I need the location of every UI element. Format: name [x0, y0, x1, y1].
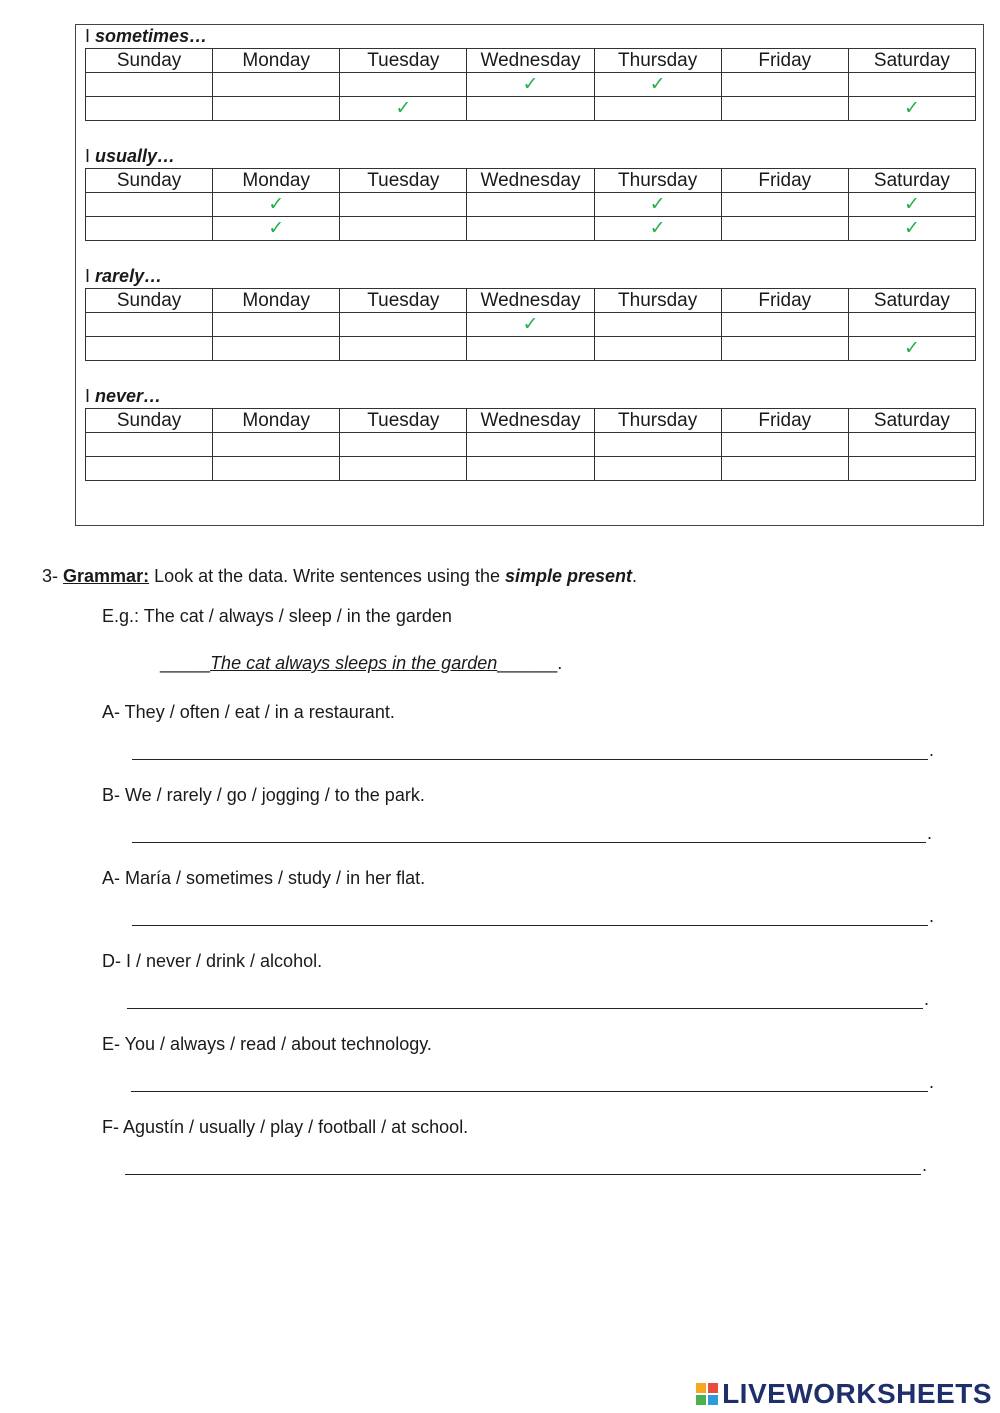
- day-cell: [340, 217, 467, 241]
- day-cell: [86, 217, 213, 241]
- frequency-word: rarely…: [95, 266, 163, 286]
- day-header: Tuesday: [340, 409, 467, 433]
- day-cell: [848, 457, 975, 481]
- day-cell: [340, 73, 467, 97]
- frequency-label: [85, 384, 976, 408]
- day-cell: [467, 337, 594, 361]
- day-cell: [86, 193, 213, 217]
- day-cell: [467, 457, 594, 481]
- day-cell: [594, 457, 721, 481]
- day-cell: [340, 313, 467, 337]
- day-header: Tuesday: [340, 289, 467, 313]
- day-cell: [594, 433, 721, 457]
- table-row: [86, 337, 976, 361]
- day-cell: [340, 193, 467, 217]
- day-cell: [213, 337, 340, 361]
- day-cell: [848, 73, 975, 97]
- label-prefix: I: [85, 146, 91, 166]
- logo-icon: [696, 1383, 718, 1405]
- day-header: Saturday: [848, 49, 975, 73]
- day-cell: [594, 313, 721, 337]
- check-icon: ✓: [649, 73, 666, 95]
- answer-input-line[interactable]: [132, 925, 928, 926]
- day-cell: [213, 97, 340, 121]
- day-cell: [86, 457, 213, 481]
- frequency-label: [85, 24, 976, 48]
- check-icon: ✓: [522, 313, 539, 335]
- answer-period: .: [929, 906, 935, 926]
- frequency-table-1: [85, 144, 976, 241]
- day-header: Saturday: [848, 409, 975, 433]
- day-cell: [721, 313, 848, 337]
- exercise-prompt: A- María / sometimes / study / in her flat.: [102, 868, 426, 888]
- label-prefix: I: [85, 266, 91, 286]
- table-row: [86, 97, 976, 121]
- day-header: Thursday: [594, 169, 721, 193]
- day-header: Thursday: [594, 409, 721, 433]
- frequency-label: [85, 144, 976, 168]
- frequency-label: [85, 264, 976, 288]
- grammar-heading: [42, 566, 637, 587]
- label-prefix: I: [85, 26, 91, 46]
- day-header: Friday: [721, 169, 848, 193]
- answer-period: .: [927, 823, 933, 843]
- instruction-emphasis: simple present: [504, 566, 633, 586]
- exercise-prompt: B- We / rarely / go / jogging / to the park.: [102, 785, 425, 805]
- day-header: Sunday: [86, 49, 213, 73]
- logo-text: LIVEWORKSHEETS: [722, 1378, 992, 1409]
- day-cell: [213, 217, 340, 241]
- table-row: [86, 313, 976, 337]
- day-cell: [848, 193, 975, 217]
- day-cell: [340, 97, 467, 121]
- day-cell: [340, 433, 467, 457]
- check-icon: ✓: [268, 217, 285, 239]
- check-icon: ✓: [395, 97, 412, 119]
- day-cell: [467, 193, 594, 217]
- example-blank-right: ______.: [497, 653, 563, 673]
- week-table: [85, 168, 976, 241]
- day-header: Monday: [213, 169, 340, 193]
- day-cell: [86, 97, 213, 121]
- table-row: [86, 193, 976, 217]
- day-cell: [848, 217, 975, 241]
- answer-input-line[interactable]: [125, 1174, 921, 1175]
- grammar-label: Grammar:: [63, 566, 150, 586]
- week-table: [85, 48, 976, 121]
- day-cell: [213, 313, 340, 337]
- check-icon: ✓: [649, 193, 666, 215]
- day-header: Friday: [721, 289, 848, 313]
- liveworksheets-logo: [696, 1376, 992, 1412]
- table-row: [86, 73, 976, 97]
- check-icon: ✓: [268, 193, 285, 215]
- day-cell: [721, 193, 848, 217]
- frequency-table-0: [85, 24, 976, 121]
- section-number: 3-: [42, 566, 59, 586]
- day-cell: [213, 193, 340, 217]
- instruction-text: Look at the data. Write sentences using the: [149, 566, 505, 586]
- day-header: Friday: [721, 409, 848, 433]
- day-header: Wednesday: [467, 409, 594, 433]
- check-icon: ✓: [649, 217, 666, 239]
- day-cell: [86, 73, 213, 97]
- label-prefix: I: [85, 386, 91, 406]
- frequency-table-3: [85, 384, 976, 481]
- answer-period: .: [929, 740, 935, 760]
- day-header: Saturday: [848, 169, 975, 193]
- day-cell: [340, 337, 467, 361]
- day-cell: [467, 313, 594, 337]
- day-header: Tuesday: [340, 169, 467, 193]
- table-row: [86, 433, 976, 457]
- answer-period: .: [924, 989, 930, 1009]
- day-cell: [86, 313, 213, 337]
- exercise-prompt: F- Agustín / usually / play / football / at school.: [102, 1117, 469, 1137]
- day-cell: [213, 73, 340, 97]
- day-header: Sunday: [86, 409, 213, 433]
- exercise-prompt: D- I / never / drink / alcohol.: [102, 951, 323, 971]
- week-table: [85, 408, 976, 481]
- day-cell: [721, 73, 848, 97]
- example-prompt: E.g.: The cat / always / sleep / in the garden: [102, 606, 452, 626]
- check-icon: ✓: [903, 97, 920, 119]
- day-cell: [848, 97, 975, 121]
- day-cell: [213, 457, 340, 481]
- example-answer: [160, 653, 562, 674]
- answer-input-line[interactable]: [127, 1008, 923, 1009]
- week-table: [85, 288, 976, 361]
- day-cell: [86, 433, 213, 457]
- frequency-word: usually…: [95, 146, 176, 166]
- answer-input-line[interactable]: [132, 842, 926, 843]
- day-header: Thursday: [594, 289, 721, 313]
- day-cell: [467, 217, 594, 241]
- table-row: [86, 217, 976, 241]
- answer-period: .: [922, 1155, 928, 1175]
- day-cell: [340, 457, 467, 481]
- day-header: Wednesday: [467, 49, 594, 73]
- table-row: [86, 457, 976, 481]
- day-cell: [594, 97, 721, 121]
- day-cell: [594, 73, 721, 97]
- day-header: Wednesday: [467, 169, 594, 193]
- day-cell: [594, 217, 721, 241]
- day-cell: [594, 193, 721, 217]
- day-header: Monday: [213, 409, 340, 433]
- example-blank-left: _____: [160, 653, 211, 673]
- day-header: Saturday: [848, 289, 975, 313]
- day-cell: [848, 313, 975, 337]
- day-header: Monday: [213, 289, 340, 313]
- day-cell: [86, 337, 213, 361]
- day-cell: [467, 97, 594, 121]
- day-cell: [721, 337, 848, 361]
- day-cell: [848, 337, 975, 361]
- answer-input-line[interactable]: [131, 1091, 928, 1092]
- day-cell: [467, 73, 594, 97]
- instruction-end: .: [632, 566, 638, 586]
- day-cell: [848, 433, 975, 457]
- check-icon: ✓: [522, 73, 539, 95]
- day-header: Friday: [721, 49, 848, 73]
- day-header: Sunday: [86, 169, 213, 193]
- check-icon: ✓: [903, 337, 920, 359]
- example-answer-text: The cat always sleeps in the garden: [210, 653, 498, 673]
- day-header: Monday: [213, 49, 340, 73]
- exercise-prompt: E- You / always / read / about technology.: [102, 1034, 432, 1054]
- day-header-row: [86, 289, 976, 313]
- day-cell: [721, 97, 848, 121]
- day-header: Thursday: [594, 49, 721, 73]
- answer-input-line[interactable]: [132, 759, 928, 760]
- check-icon: ✓: [903, 217, 920, 239]
- day-header: Wednesday: [467, 289, 594, 313]
- day-cell: [467, 433, 594, 457]
- check-icon: ✓: [903, 193, 920, 215]
- day-header-row: [86, 409, 976, 433]
- day-header-row: [86, 169, 976, 193]
- day-cell: [213, 433, 340, 457]
- frequency-word: never…: [95, 386, 162, 406]
- day-header: Sunday: [86, 289, 213, 313]
- day-header: Tuesday: [340, 49, 467, 73]
- day-header-row: [86, 49, 976, 73]
- exercise-prompt: A- They / often / eat / in a restaurant.: [102, 702, 395, 722]
- day-cell: [721, 457, 848, 481]
- day-cell: [721, 217, 848, 241]
- frequency-word: sometimes…: [95, 26, 208, 46]
- frequency-table-2: [85, 264, 976, 361]
- day-cell: [594, 337, 721, 361]
- day-cell: [721, 433, 848, 457]
- answer-period: .: [929, 1072, 935, 1092]
